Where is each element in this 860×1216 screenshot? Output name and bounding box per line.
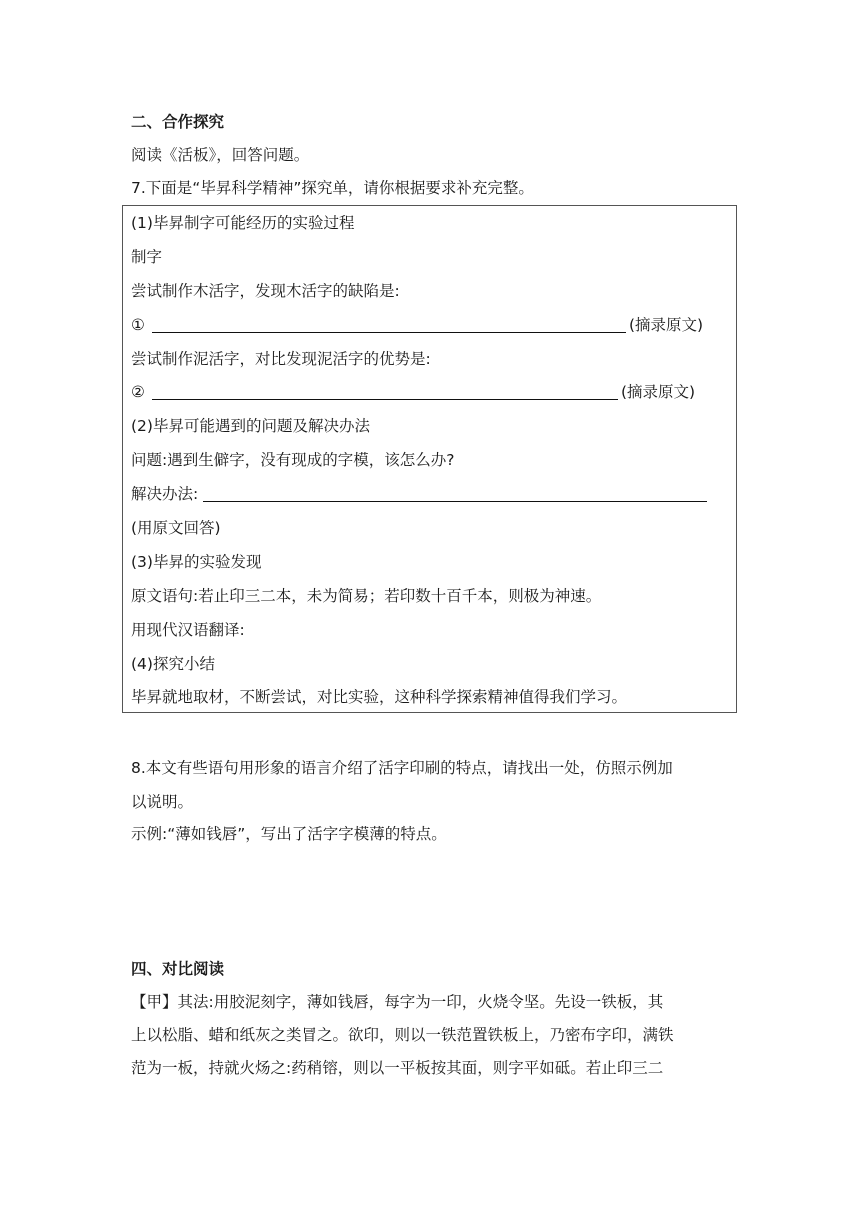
solution-note: (用原文回答)	[131, 519, 221, 537]
answer-blank-2[interactable]	[152, 399, 618, 400]
blank-1-note: (摘录原文)	[629, 316, 704, 334]
passage-jia-line-2: 上以松脂、蜡和纸灰之类冒之。欲印，则以一铁范置铁板上，乃密布字印，满铁	[131, 1026, 674, 1044]
worksheet-part1-subtitle: 制字	[131, 248, 163, 266]
solution-label: 解决办法:	[131, 485, 199, 503]
passage-jia-line-3: 范为一板，持就火炀之:药稍镕，则以一平板按其面，则字平如砥。若止印三二	[131, 1059, 664, 1077]
translation-prompt: 用现代汉语翻译:	[131, 621, 245, 639]
blank-2-note: (摘录原文)	[621, 383, 696, 401]
original-text-quote: 原文语句:若止印三二本，未为简易；若印数十百千本，则极为神速。	[131, 587, 602, 605]
clay-type-advantage-prompt: 尝试制作泥活字，对比发现泥活字的优势是:	[131, 350, 431, 368]
blank-2-marker: ②	[131, 383, 145, 401]
question-8-line-1: 8.本文有些语句用形象的语言介绍了活字印刷的特点，请找出一处，仿照示例加	[131, 759, 673, 777]
worksheet-part2-title: (2)毕昇可能遇到的问题及解决办法	[131, 417, 370, 435]
passage-jia-line-1: 【甲】其法:用胶泥刻字，薄如钱唇，每字为一印，火烧令坚。先设一铁板，其	[131, 993, 664, 1011]
section-heading-cooperative-inquiry: 二、合作探究	[131, 113, 225, 131]
worksheet-part1-title: (1)毕昇制字可能经历的实验过程	[131, 214, 355, 232]
reading-instruction: 阅读《活板》，回答问题。	[131, 146, 310, 164]
answer-blank-1[interactable]	[152, 332, 626, 333]
answer-blank-solution[interactable]	[203, 501, 707, 502]
problem-statement: 问题:遇到生僻字，没有现成的字模，该怎么办?	[131, 451, 455, 469]
worksheet-part4-title: (4)探究小结	[131, 655, 215, 673]
wood-type-defect-prompt: 尝试制作木活字，发现木活字的缺陷是:	[131, 282, 400, 300]
worksheet-part3-title: (3)毕昇的实验发现	[131, 553, 262, 571]
question-8-example: 示例:“薄如钱唇”，写出了活字字模薄的特点。	[131, 825, 447, 843]
section-heading-comparative-reading: 四、对比阅读	[131, 960, 225, 978]
question-8-line-2: 以说明。	[131, 793, 194, 811]
question-7-prompt: 7.下面是“毕昇科学精神”探究单，请你根据要求补充完整。	[131, 179, 534, 197]
blank-1-marker: ①	[131, 316, 145, 334]
inquiry-summary: 毕昇就地取材，不断尝试，对比实验，这种科学探索精神值得我们学习。	[131, 688, 628, 706]
